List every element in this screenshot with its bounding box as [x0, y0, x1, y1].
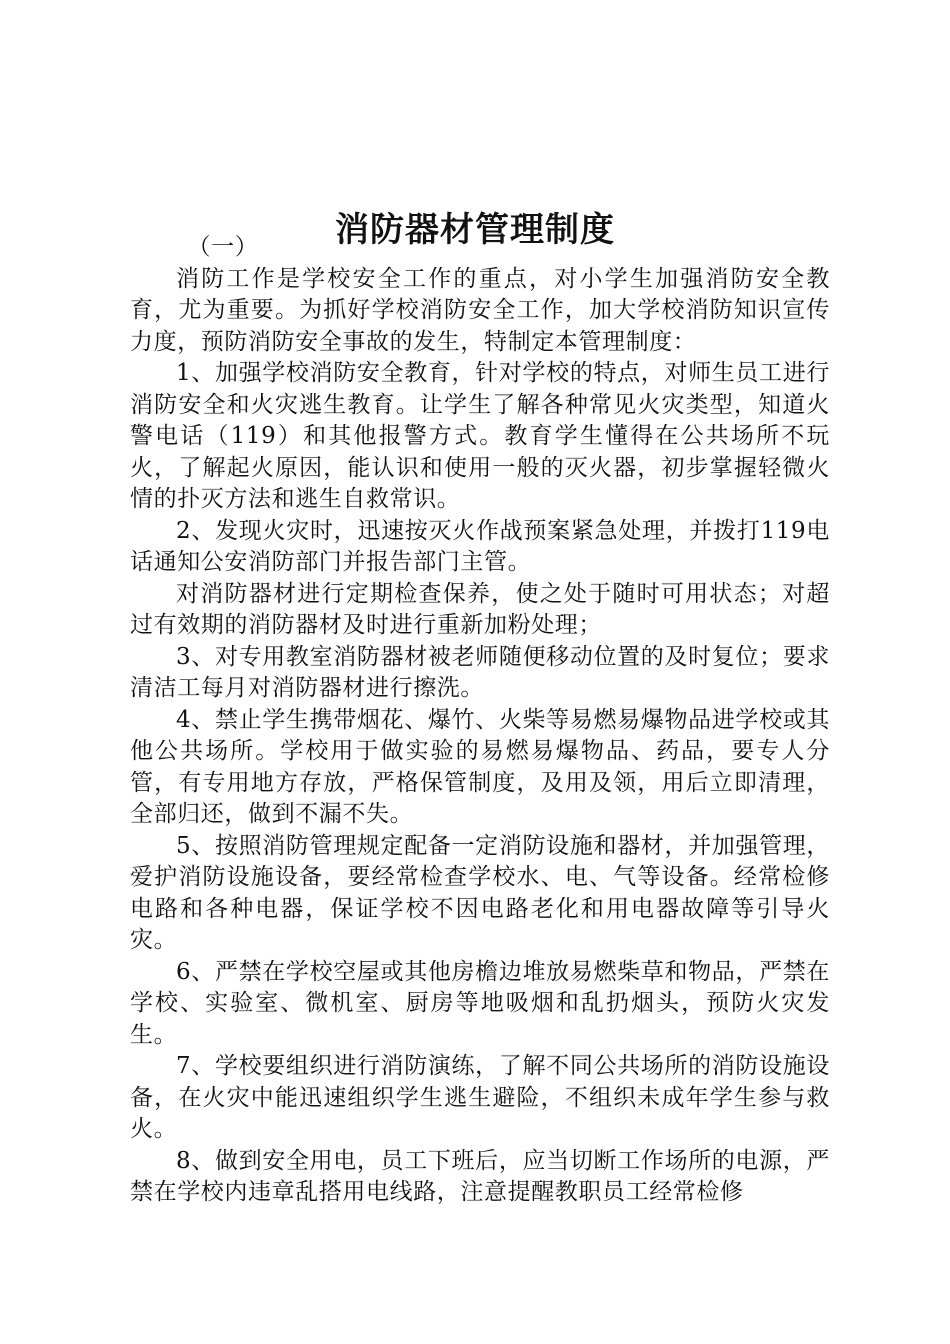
document-title: 消防器材管理制度: [335, 209, 615, 250]
rule-5-paragraph: 5、按照消防管理规定配备一定消防设施和器材，并加强管理，爱护消防设施设备，要经常检查学校水、电、气等设备。经常检修电路和各种电器，保证学校不因电路老化和用电器故障等引导火灾。: [130, 832, 830, 953]
inspection-paragraph: 对消防器材进行定期检查保养，使之处于随时可用状态；对超过有效期的消防器材及时进行重新加粉处理；: [130, 580, 830, 638]
rule-7-paragraph: 7、学校要组织进行消防演练，了解不同公共场所的消防设施设备，在火灾中能迅速组织学生逃生避险，不组织未成年学生参与救火。: [130, 1053, 830, 1142]
document-body: [130, 232, 830, 1209]
rule-2-paragraph: 2、发现火灾时，迅速按灭火作战预案紧急处理，并拨打119电话通知公安消防部门并报告部门主管。: [130, 517, 830, 575]
section-heading: （一）: [187, 234, 259, 260]
rule-8-paragraph: 8、做到安全用电，员工下班后，应当切断工作场所的电源，严禁在学校内违章乱搭用电线路，注意提醒教职员工经常检修: [130, 1147, 830, 1205]
rule-4-paragraph: 4、禁止学生携带烟花、爆竹、火柴等易燃易爆物品进学校或其他公共场所。学校用于做实验的易燃易爆物品、药品，要专人分管，有专用地方存放，严格保管制度，及用及领，用后立即清理，全部归还，做到不漏不失。: [130, 706, 830, 827]
rule-6-paragraph: 6、严禁在学校空屋或其他房檐边堆放易燃柴草和物品，严禁在学校、实验室、微机室、厨房等地吸烟和乱扔烟头，预防火灾发生。: [130, 958, 830, 1048]
intro-paragraph: 消防工作是学校安全工作的重点，对小学生加强消防安全教育，尤为重要。为抓好学校消防安全工作，加大学校消防知识宣传力度，预防消防安全事故的发生，特制定本管理制度：: [130, 265, 830, 355]
rule-3-paragraph: 3、对专用教室消防器材被老师随便移动位置的及时复位；要求清洁工每月对消防器材进行擦洗。: [130, 643, 830, 701]
rule-1-paragraph: 1、加强学校消防安全教育，针对学校的特点，对师生员工进行消防安全和火灾逃生教育。让学生了解各种常见火灾类型，知道火警电话（119）和其他报警方式。教育学生懂得在公共场所不玩火，了解起火原因，能认识和使用一般的灭火器，初步掌握轻微火情的扑灭方法和逃生自救常识。: [130, 360, 830, 512]
